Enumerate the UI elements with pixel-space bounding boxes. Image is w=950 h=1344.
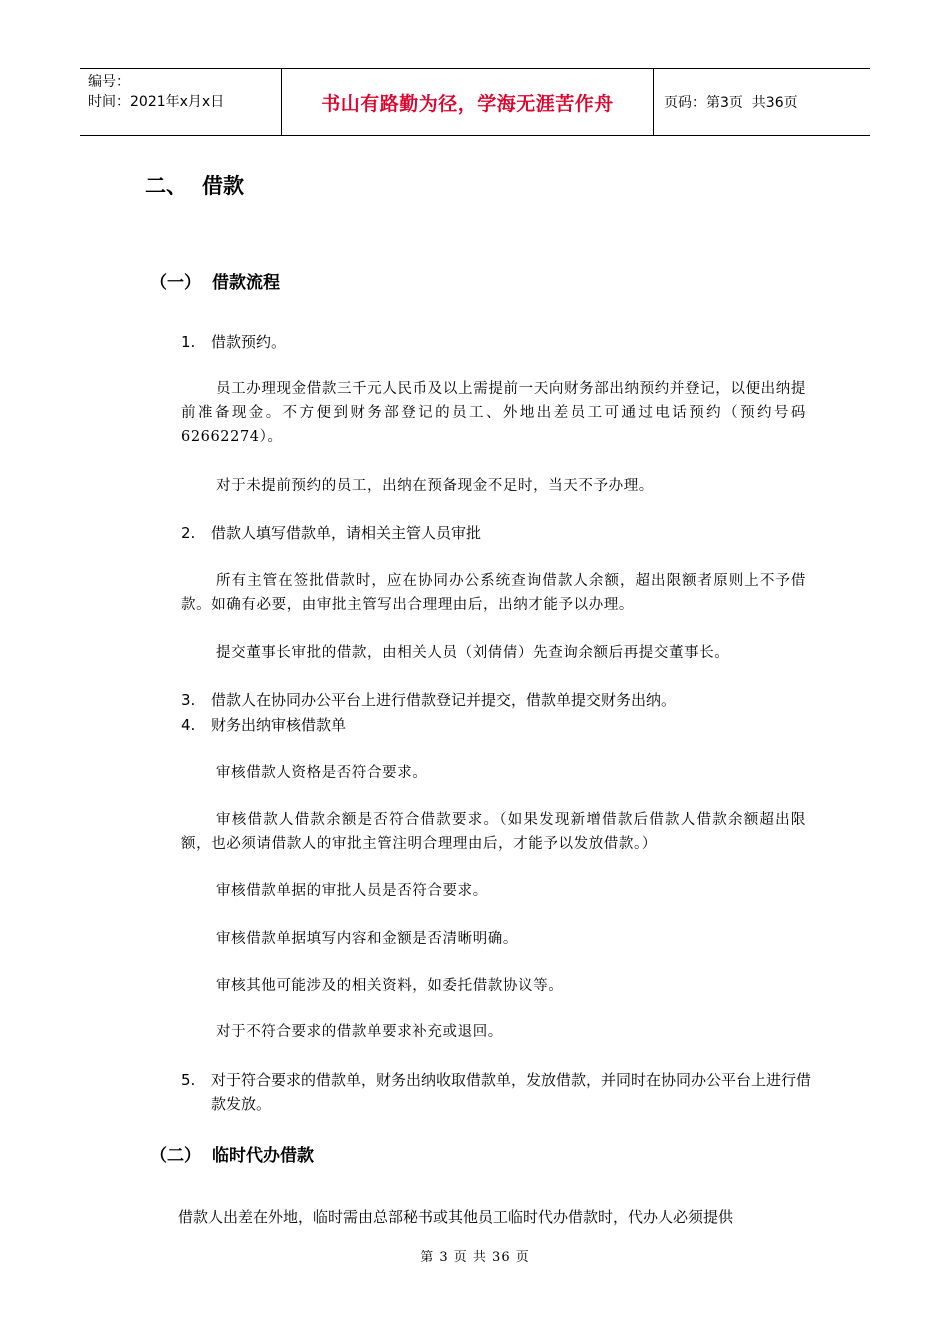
list-item	[181, 1068, 811, 1116]
page-footer: 第 3 页 共 36 页	[420, 1250, 530, 1265]
header-motto: 书山有路勤为径，学海无涯苦作舟	[282, 69, 654, 135]
list-item	[181, 688, 676, 712]
page-header	[80, 68, 870, 136]
paragraph: 借款人出差在外地，临时需由总部秘书或其他员工临时代办借款时，代办人必须提供	[178, 1208, 734, 1226]
section-title: 借款	[202, 174, 244, 198]
paragraph: 对于未提前预约的员工，出纳在预备现金不足时，当天不予办理。	[216, 478, 654, 494]
section-number: 二、	[145, 174, 187, 198]
header-date: 时间：2021年x月x日	[88, 94, 225, 110]
list-item-number: 3.	[181, 691, 196, 709]
paragraph: 审核其他可能涉及的相关资料，如委托借款协议等。	[216, 978, 564, 994]
subsection-heading-2	[150, 1141, 314, 1166]
paragraph: 审核借款人借款余额是否符合借款要求。（如果发现新增借款后借款人借款余额超出限额，也必须请借款人的审批主管注明合理理由后，才能予以发放借款。）	[181, 812, 806, 852]
paragraph: 审核借款人资格是否符合要求。	[216, 765, 428, 781]
header-number-label: 编号：	[88, 74, 130, 90]
list-item-text: 借款人填写借款单，请相关主管人员审批	[211, 524, 482, 542]
list-item-text: 借款预约。	[211, 333, 287, 351]
paragraph: 提交董事长审批的借款，由相关人员（刘倩倩）先查询余额后再提交董事长。	[216, 645, 730, 661]
list-item-number: 4.	[181, 716, 196, 734]
header-page-code	[654, 69, 870, 135]
paragraph: 员工办理现金借款三千元人民币及以上需提前一天向财务部出纳预约并登记，以便出纳提前准备现金。不方便到财务部登记的员工、外地出差员工可通过电话预约（预约号码62662274）。	[181, 381, 806, 445]
header-meta	[80, 69, 282, 135]
header-page-code-text: 页码：第3页 共36页	[664, 95, 798, 111]
paragraph: 审核借款单据填写内容和金额是否清晰明确。	[216, 931, 518, 947]
list-item-number: 5.	[181, 1071, 196, 1089]
list-item-number: 1.	[181, 333, 196, 351]
list-item	[181, 713, 346, 737]
subsection-title: 临时代办借款	[212, 1146, 314, 1166]
paragraph: 所有主管在签批借款时，应在协同办公系统查询借款人余额，超出限额者原则上不予借款。如确有必要，由审批主管写出合理理由后，出纳才能予以办理。	[181, 573, 806, 613]
subsection-heading-1	[150, 268, 280, 293]
paragraph: 审核借款单据的审批人员是否符合要求。	[216, 883, 488, 899]
list-item-number: 2.	[181, 524, 196, 542]
list-item	[181, 330, 286, 354]
subsection-number: （二）	[150, 1146, 201, 1166]
list-item-text: 财务出纳审核借款单	[211, 716, 347, 734]
paragraph: 对于不符合要求的借款单要求补充或退回。	[216, 1024, 503, 1040]
section-heading	[145, 170, 244, 200]
list-item-text: 借款人在协同办公平台上进行借款登记并提交，借款单提交财务出纳。	[211, 691, 677, 709]
subsection-title: 借款流程	[212, 273, 280, 293]
subsection-number: （一）	[150, 273, 201, 293]
list-item	[181, 521, 481, 545]
list-item-text: 对于符合要求的借款单，财务出纳收取借款单，发放借款，并同时在协同办公平台上进行借款发放。	[211, 1071, 812, 1113]
